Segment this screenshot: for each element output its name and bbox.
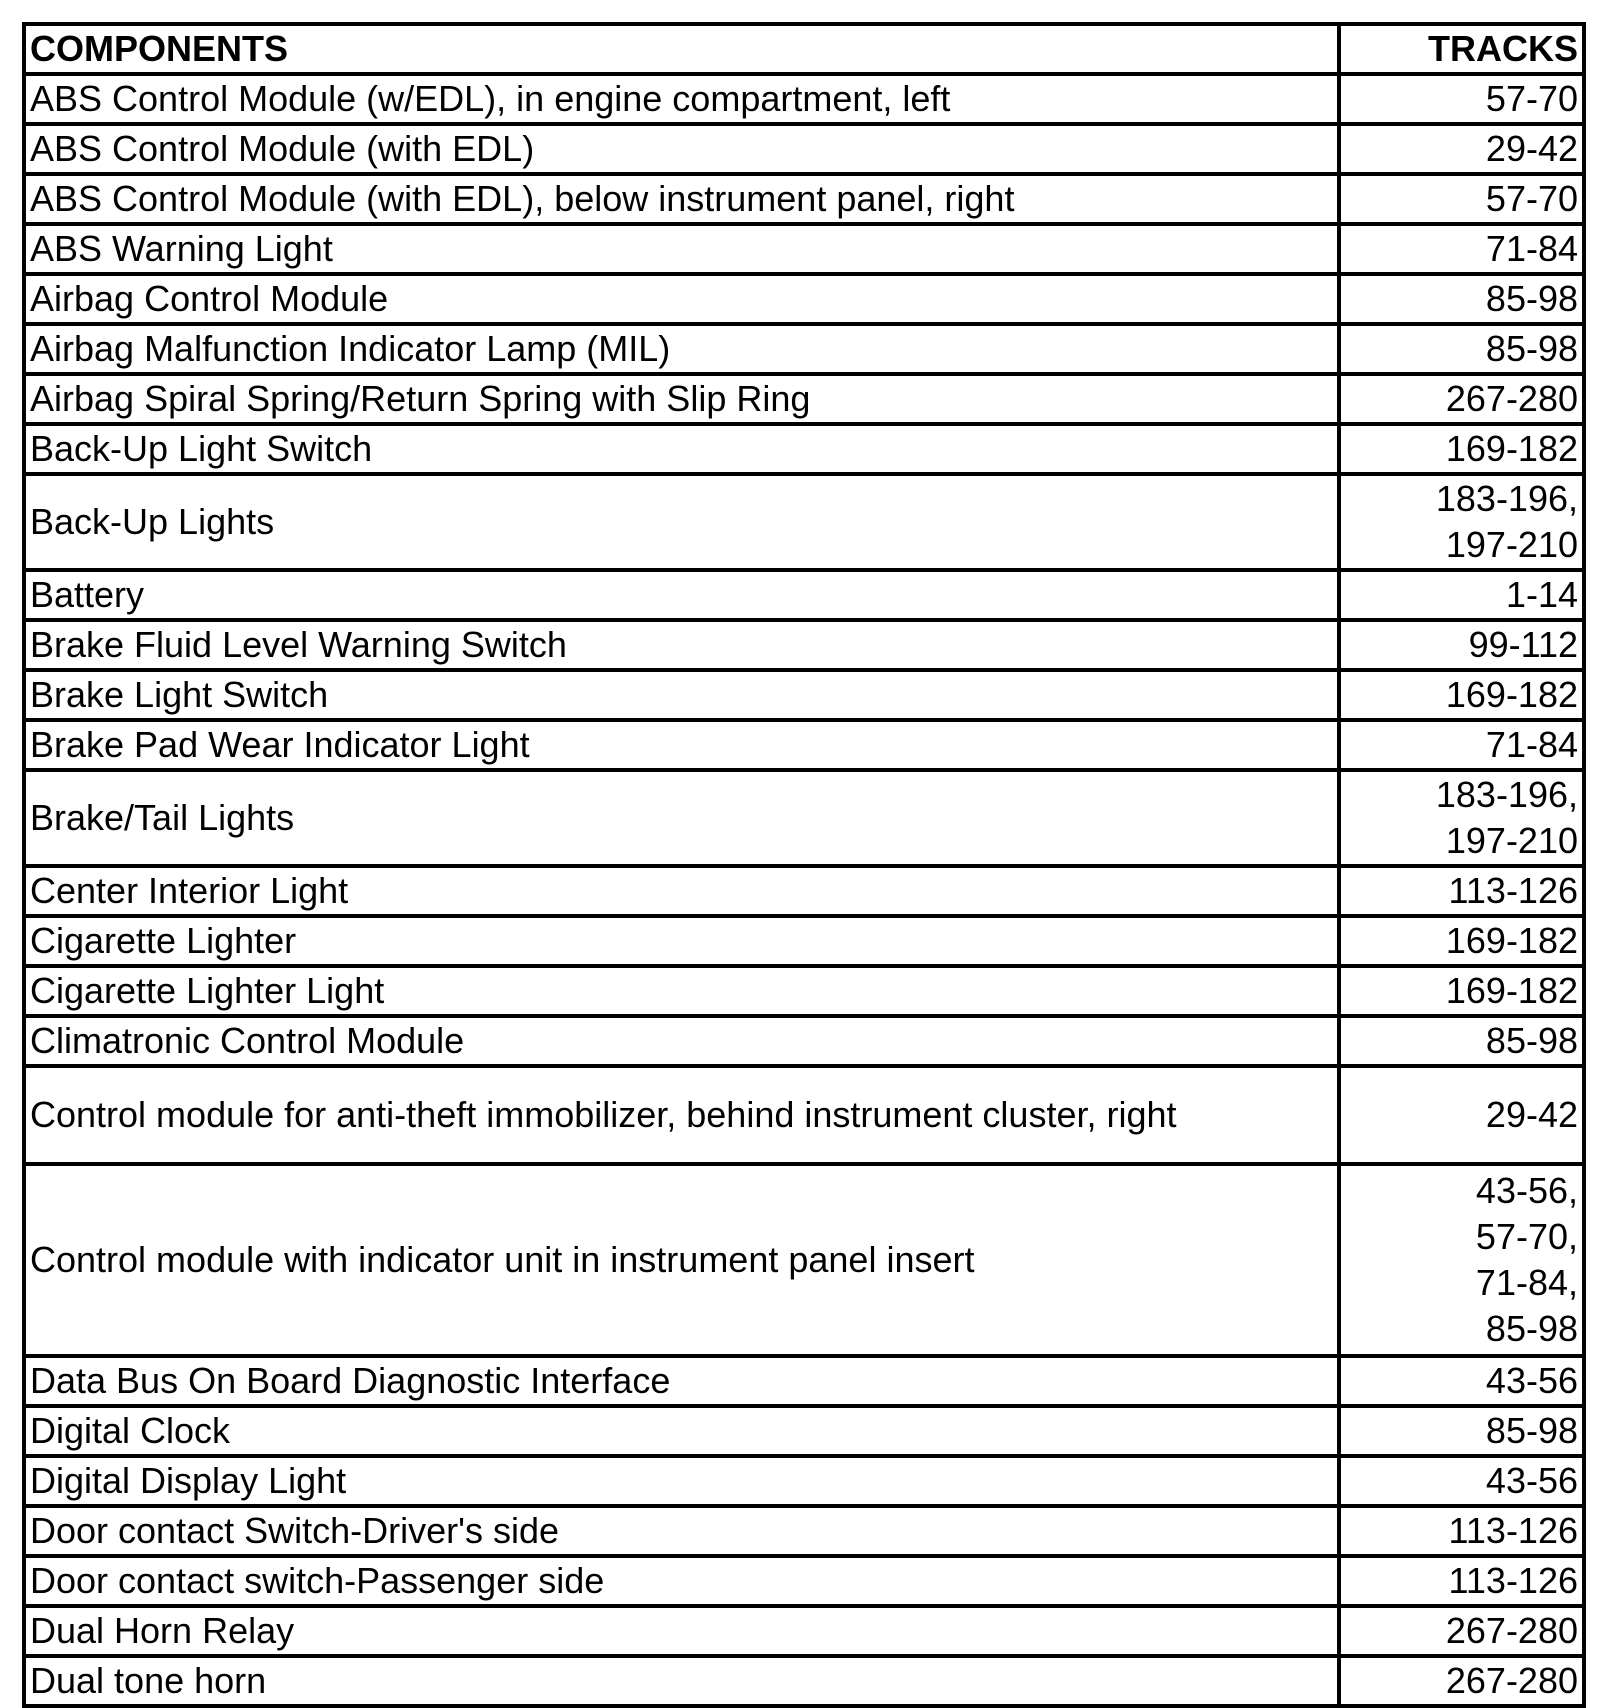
tracks-cell: 113-126 bbox=[1339, 1506, 1584, 1556]
tracks-cell: 29-42 bbox=[1339, 1066, 1584, 1164]
tracks-cell: 169-182 bbox=[1339, 670, 1584, 720]
tracks-cell: 85-98 bbox=[1339, 274, 1584, 324]
component-cell: Back-Up Lights bbox=[24, 474, 1339, 570]
component-cell: Brake Pad Wear Indicator Light bbox=[24, 720, 1339, 770]
table-row bbox=[24, 174, 1584, 224]
table-row bbox=[24, 1456, 1584, 1506]
table-row bbox=[24, 620, 1584, 670]
component-cell: Dual tone horn bbox=[24, 1656, 1339, 1706]
tracks-cell: 169-182 bbox=[1339, 424, 1584, 474]
tracks-cell: 43-56, 57-70, 71-84, 85-98 bbox=[1339, 1164, 1584, 1356]
table-row bbox=[24, 1356, 1584, 1406]
component-cell: Door contact switch-Passenger side bbox=[24, 1556, 1339, 1606]
tracks-cell: 85-98 bbox=[1339, 324, 1584, 374]
tracks-cell: 113-126 bbox=[1339, 866, 1584, 916]
table-row bbox=[24, 374, 1584, 424]
component-cell: Brake/Tail Lights bbox=[24, 770, 1339, 866]
component-cell: Door contact Switch-Driver's side bbox=[24, 1506, 1339, 1556]
component-cell: Control module with indicator unit in instrument panel insert bbox=[24, 1164, 1339, 1356]
tracks-cell: 1-14 bbox=[1339, 570, 1584, 620]
component-cell: ABS Control Module (with EDL), below instrument panel, right bbox=[24, 174, 1339, 224]
component-cell: Digital Display Light bbox=[24, 1456, 1339, 1506]
component-cell: ABS Control Module (with EDL) bbox=[24, 124, 1339, 174]
table-row bbox=[24, 1556, 1584, 1606]
component-cell: Dual Horn Relay bbox=[24, 1606, 1339, 1656]
table-row bbox=[24, 1606, 1584, 1656]
component-cell: Center Interior Light bbox=[24, 866, 1339, 916]
component-cell: ABS Warning Light bbox=[24, 224, 1339, 274]
table-row bbox=[24, 74, 1584, 124]
tracks-cell: 57-70 bbox=[1339, 74, 1584, 124]
table-row bbox=[24, 720, 1584, 770]
tracks-cell: 29-42 bbox=[1339, 124, 1584, 174]
component-cell: Brake Fluid Level Warning Switch bbox=[24, 620, 1339, 670]
component-cell: Battery bbox=[24, 570, 1339, 620]
tracks-cell: 113-126 bbox=[1339, 1556, 1584, 1606]
component-cell: Cigarette Lighter Light bbox=[24, 966, 1339, 1016]
tracks-cell: 169-182 bbox=[1339, 966, 1584, 1016]
tracks-cell: 169-182 bbox=[1339, 916, 1584, 966]
tracks-cell: 267-280 bbox=[1339, 374, 1584, 424]
table-row bbox=[24, 1506, 1584, 1556]
tracks-cell: 99-112 bbox=[1339, 620, 1584, 670]
tracks-cell: 85-98 bbox=[1339, 1016, 1584, 1066]
tracks-cell: 43-56 bbox=[1339, 1456, 1584, 1506]
tracks-cell: 71-84 bbox=[1339, 224, 1584, 274]
header-row bbox=[24, 24, 1584, 74]
tracks-cell: 57-70 bbox=[1339, 174, 1584, 224]
table-row bbox=[24, 124, 1584, 174]
table-row bbox=[24, 770, 1584, 866]
component-cell: ABS Control Module (w/EDL), in engine compartment, left bbox=[24, 74, 1339, 124]
tracks-cell: 71-84 bbox=[1339, 720, 1584, 770]
component-cell: Airbag Spiral Spring/Return Spring with Slip Ring bbox=[24, 374, 1339, 424]
component-cell: Climatronic Control Module bbox=[24, 1016, 1339, 1066]
tracks-cell: 183-196, 197-210 bbox=[1339, 770, 1584, 866]
table-row bbox=[24, 916, 1584, 966]
table-row bbox=[24, 1066, 1584, 1164]
component-cell: Airbag Control Module bbox=[24, 274, 1339, 324]
table-row bbox=[24, 324, 1584, 374]
table-row bbox=[24, 274, 1584, 324]
component-cell: Cigarette Lighter bbox=[24, 916, 1339, 966]
table-row bbox=[24, 1406, 1584, 1456]
tracks-column-header: TRACKS bbox=[1339, 24, 1584, 74]
tracks-cell: 267-280 bbox=[1339, 1606, 1584, 1656]
tracks-cell: 43-56 bbox=[1339, 1356, 1584, 1406]
table-row bbox=[24, 474, 1584, 570]
tracks-cell: 183-196, 197-210 bbox=[1339, 474, 1584, 570]
component-cell: Control module for anti-theft immobilizer, behind instrument cluster, right bbox=[24, 1066, 1339, 1164]
component-cell: Back-Up Light Switch bbox=[24, 424, 1339, 474]
table-row bbox=[24, 424, 1584, 474]
components-table-container bbox=[22, 22, 1582, 1708]
table-row bbox=[24, 866, 1584, 916]
tracks-cell: 85-98 bbox=[1339, 1406, 1584, 1456]
table-row bbox=[24, 224, 1584, 274]
component-cell: Airbag Malfunction Indicator Lamp (MIL) bbox=[24, 324, 1339, 374]
component-cell: Data Bus On Board Diagnostic Interface bbox=[24, 1356, 1339, 1406]
table-row bbox=[24, 1016, 1584, 1066]
table-row bbox=[24, 1164, 1584, 1356]
table-row bbox=[24, 670, 1584, 720]
component-cell: Digital Clock bbox=[24, 1406, 1339, 1456]
components-tracks-table bbox=[22, 22, 1586, 1708]
table-row bbox=[24, 1656, 1584, 1706]
tracks-cell: 267-280 bbox=[1339, 1656, 1584, 1706]
component-cell: Brake Light Switch bbox=[24, 670, 1339, 720]
table-row bbox=[24, 966, 1584, 1016]
table-row bbox=[24, 570, 1584, 620]
components-column-header: COMPONENTS bbox=[24, 24, 1339, 74]
